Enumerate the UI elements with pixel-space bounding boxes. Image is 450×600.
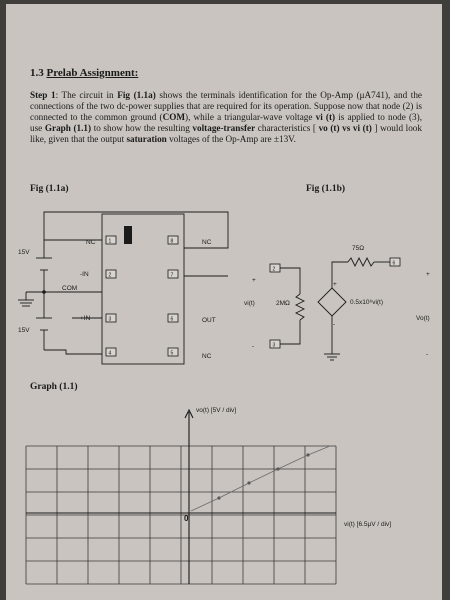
fig-a-label: Fig (1.1a): [30, 184, 69, 194]
text-run: is applied to node (3), use: [30, 112, 422, 133]
pin-8-label: NC: [202, 239, 212, 246]
pin-4-num: 4: [108, 350, 112, 357]
section-title: Prelab Assignment:: [46, 67, 139, 79]
com-label: COM: [62, 285, 78, 292]
vt-term: voltage-transfer: [192, 123, 256, 133]
pin-6-label: OUT: [202, 317, 216, 324]
com-term: COM: [162, 112, 186, 122]
text-run: ), while a triangular-wave voltage: [185, 112, 316, 122]
fig-b-plus-out: +: [426, 271, 430, 278]
pin-7-num: 7: [170, 272, 174, 279]
fig-b-vi-label: vi(t): [244, 300, 255, 307]
graph-label: Graph (1.1): [30, 382, 78, 392]
pin-1-label: NC: [86, 239, 96, 246]
vi-term: vi (t): [315, 112, 336, 122]
fig-b-node-2: 2: [272, 266, 276, 273]
graph-origin: 0: [184, 514, 189, 523]
pin-2-label: -IN: [80, 271, 89, 278]
fig-a-circuit: [6, 200, 246, 380]
pin-1-num: 1: [108, 238, 112, 245]
step-label: Step 1: [30, 90, 56, 100]
document-page: [6, 4, 442, 600]
fig-b-gain: 0.5x10⁶vi(t): [350, 299, 384, 306]
pin-6-num: 6: [170, 316, 174, 323]
pin-3-label: +IN: [80, 315, 91, 322]
text-run: shows the terminals identification for the Op-Amp (μA741), and the connections of the two dc-power supplies that are required for its operation. Suppose now that node (2) is connected to the common ground (: [30, 90, 423, 122]
fig-b-minus-out: -: [426, 351, 429, 358]
text-run: characteristics [: [255, 123, 319, 133]
pin-5-num: 5: [170, 350, 174, 357]
fig-b-node-6: 6: [392, 260, 396, 267]
vo-vs-vi-term: vo (t) vs vi (t): [318, 123, 372, 133]
graph-grid: [6, 400, 442, 590]
graph-x-axis-label: vi(t) [6.5μV / div]: [344, 521, 392, 528]
fig-b-minus-src: -: [333, 321, 336, 328]
graph-ref: Graph (1.1): [44, 123, 92, 133]
text-run: ] would look like, given that the output: [30, 123, 422, 144]
text-run: to show how the resulting: [91, 123, 193, 133]
fig-b-plus-in: +: [252, 277, 256, 284]
fig-b-vo-label: Vo(t): [416, 315, 430, 322]
pin-5-label: NC: [202, 353, 212, 360]
fig-b-node-3: 3: [272, 342, 276, 349]
step1-paragraph: [30, 90, 422, 145]
fig-b-label: Fig (1.1b): [306, 184, 346, 194]
text-run: voltages of the Op-Amp are ±13V.: [166, 134, 296, 144]
fig-ref: Fig (1.1a): [117, 90, 156, 100]
section-number: 1.3: [30, 67, 44, 79]
section-heading: [30, 67, 138, 79]
pin-2-num: 2: [108, 272, 112, 279]
supply-bottom-label: 15V: [18, 327, 30, 334]
text-run: : The circuit in: [55, 90, 118, 100]
saturation-term: saturation: [126, 134, 167, 144]
fig-b-plus-src: +: [333, 281, 337, 288]
chip-notch: [124, 226, 132, 244]
com-node-dot: [42, 290, 46, 294]
fig-b-r-in: 2MΩ: [276, 300, 290, 307]
pin-3-num: 3: [108, 316, 112, 323]
fig-b-circuit: [236, 236, 442, 366]
graph-y-axis-label: vo(t) [5V / div]: [196, 407, 237, 414]
supply-top-label: 15V: [18, 249, 30, 256]
pin-8-num: 8: [170, 238, 174, 245]
fig-b-minus-in: -: [252, 343, 255, 350]
fig-b-r-out: 75Ω: [352, 245, 365, 252]
